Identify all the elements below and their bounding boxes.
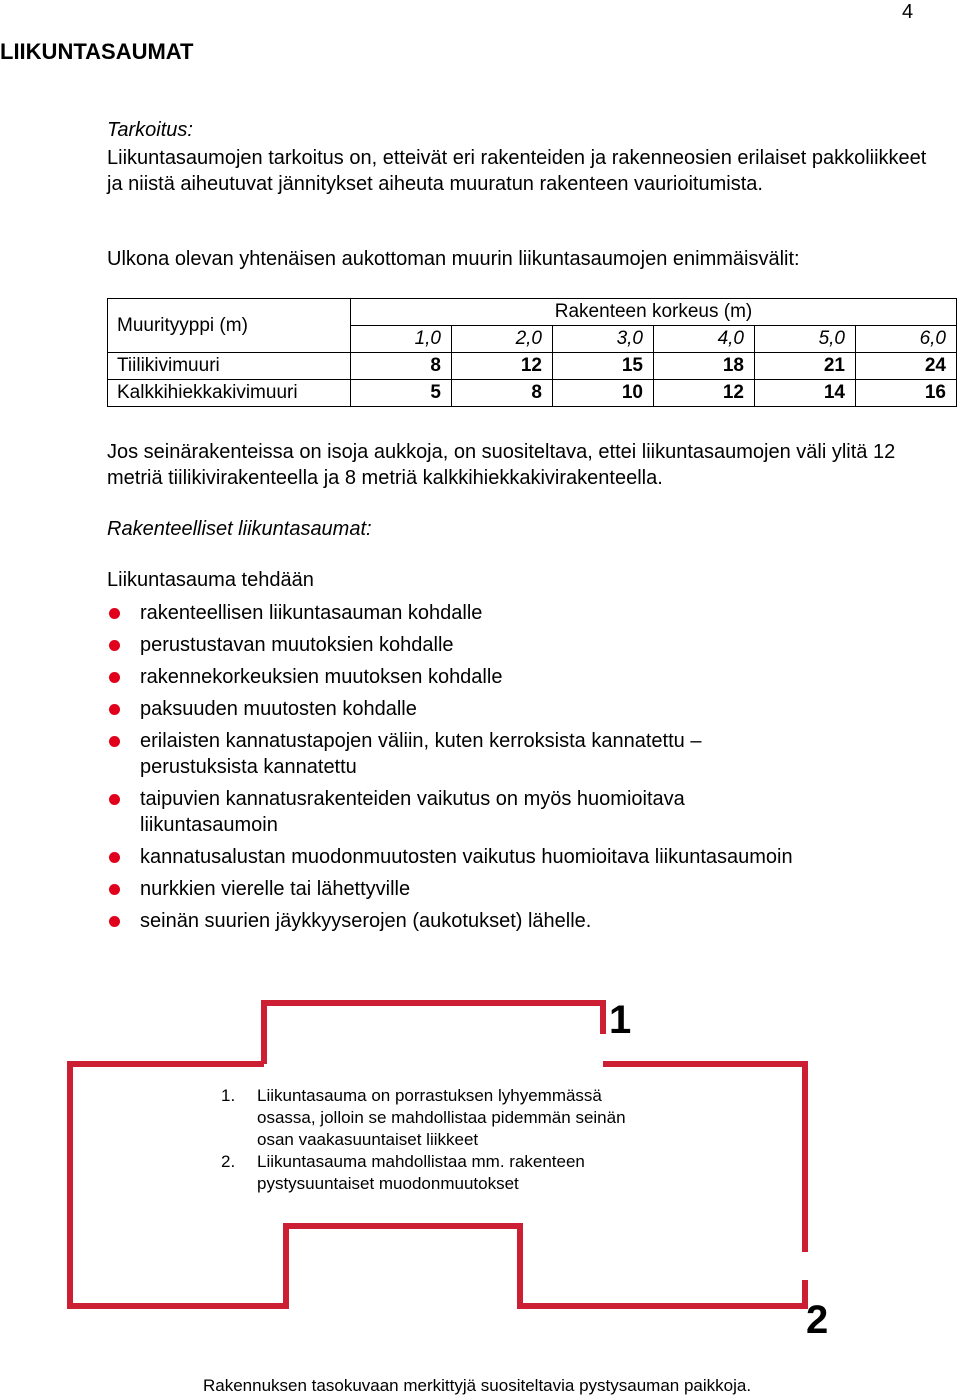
purpose-text: Liikuntasaumojen tarkoitus on, etteivät eri rakenteiden ja rakenneosien erilaiset pakkoliikkeet ja niistä aiheutuvat jännitykset aiheuta muuratun rakenteen vaurioitumista. xyxy=(107,147,927,195)
bullet-icon xyxy=(109,852,120,863)
list-item: taipuvien kannatusrakenteiden vaikutus on myös huomioitava liikuntasaumoin xyxy=(107,786,780,838)
height-value: 6,0 xyxy=(856,326,957,353)
height-value: 4,0 xyxy=(654,326,755,353)
height-value: 1,0 xyxy=(351,326,452,353)
table-cell: 8 xyxy=(351,353,452,380)
table-row xyxy=(108,353,957,380)
list-item: rakennekorkeuksien muutoksen kohdalle xyxy=(107,664,927,690)
joint-spacing-table xyxy=(107,298,957,407)
joint-label-2: 2 xyxy=(806,1298,829,1342)
page-title: LIIKUNTASAUMAT xyxy=(0,39,194,64)
list-item: kannatusalustan muodonmuutosten vaikutus huomioitava liikuntasaumoin xyxy=(107,844,927,870)
page-number: 4 xyxy=(902,1,914,23)
joint-label-1: 1 xyxy=(609,998,632,1042)
bullet-icon xyxy=(109,916,120,927)
figure-caption: Rakennuksen tasokuvaan merkittyjä suositeltavia pystysauman paikkoja. xyxy=(203,1376,752,1395)
wall-outline-upper xyxy=(264,1003,603,1064)
table-cell: 12 xyxy=(452,353,553,380)
table-cell: 15 xyxy=(553,353,654,380)
joint-location-list xyxy=(107,600,927,940)
height-value: 3,0 xyxy=(553,326,654,353)
list-item: erilaisten kannatustapojen väliin, kuten kerroksista kannatettu – perustuksista kannatettu xyxy=(107,728,790,780)
bullet-icon xyxy=(109,608,120,619)
table-cell: 14 xyxy=(755,380,856,407)
table-cell: 21 xyxy=(755,353,856,380)
list-intro: Liikuntasauma tehdään xyxy=(107,569,314,591)
bullet-icon xyxy=(109,884,120,895)
list-item: seinän suurien jäykkyyserojen (aukotukset) lähelle. xyxy=(107,908,927,934)
figure-notes xyxy=(221,1085,626,1195)
height-value: 5,0 xyxy=(755,326,856,353)
purpose-heading: Tarkoitus: xyxy=(107,119,193,141)
list-item: nurkkien vierelle tai lähettyville xyxy=(107,876,927,902)
row-label: Kalkkihiekkakivimuuri xyxy=(108,380,351,407)
list-item: paksuuden muutosten kohdalle xyxy=(107,696,927,722)
table-header-row xyxy=(108,299,957,326)
list-item: perustustavan muutoksien kohdalle xyxy=(107,632,927,658)
bullet-icon xyxy=(109,794,120,805)
type-header: Muurityyppi (m) xyxy=(108,299,351,353)
bullet-icon xyxy=(109,704,120,715)
table-cell: 5 xyxy=(351,380,452,407)
row-label: Tiilikivimuuri xyxy=(108,353,351,380)
table-cell: 18 xyxy=(654,353,755,380)
table-cell: 8 xyxy=(452,380,553,407)
table-cell: 12 xyxy=(654,380,755,407)
structural-heading: Rakenteelliset liikuntasaumat: xyxy=(107,518,372,540)
table-cell: 16 xyxy=(856,380,957,407)
bullet-icon xyxy=(109,736,120,747)
table-row xyxy=(108,380,957,407)
height-header: Rakenteen korkeus (m) xyxy=(351,299,957,326)
openings-note: Jos seinärakenteissa on isoja aukkoja, on suositeltava, ettei liikuntasaumojen väli ylitä 12 metriä tiilikivirakenteella ja 8 metriä kalkkihiekkakivirakenteella. xyxy=(107,441,896,489)
table-cell: 24 xyxy=(856,353,957,380)
table-intro: Ulkona olevan yhtenäisen aukottoman muurin liikuntasaumojen enimmäisvälit: xyxy=(107,248,800,270)
bullet-icon xyxy=(109,640,120,651)
figure-note-1: 1. Liikuntasauma on porrastuksen lyhyemmässä osassa, jolloin se mahdollistaa pidemmän seinän osan vaakasuuntaiset liikkeet xyxy=(221,1086,626,1149)
bullet-icon xyxy=(109,672,120,683)
height-value: 2,0 xyxy=(452,326,553,353)
list-item: rakenteellisen liikuntasauman kohdalle xyxy=(107,600,927,626)
wall-outline-right xyxy=(603,1064,805,1252)
table-cell: 10 xyxy=(553,380,654,407)
figure-note-2: 2. Liikuntasauma mahdollistaa mm. rakenteen pystysuuntaiset muodonmuutokset xyxy=(221,1152,585,1193)
